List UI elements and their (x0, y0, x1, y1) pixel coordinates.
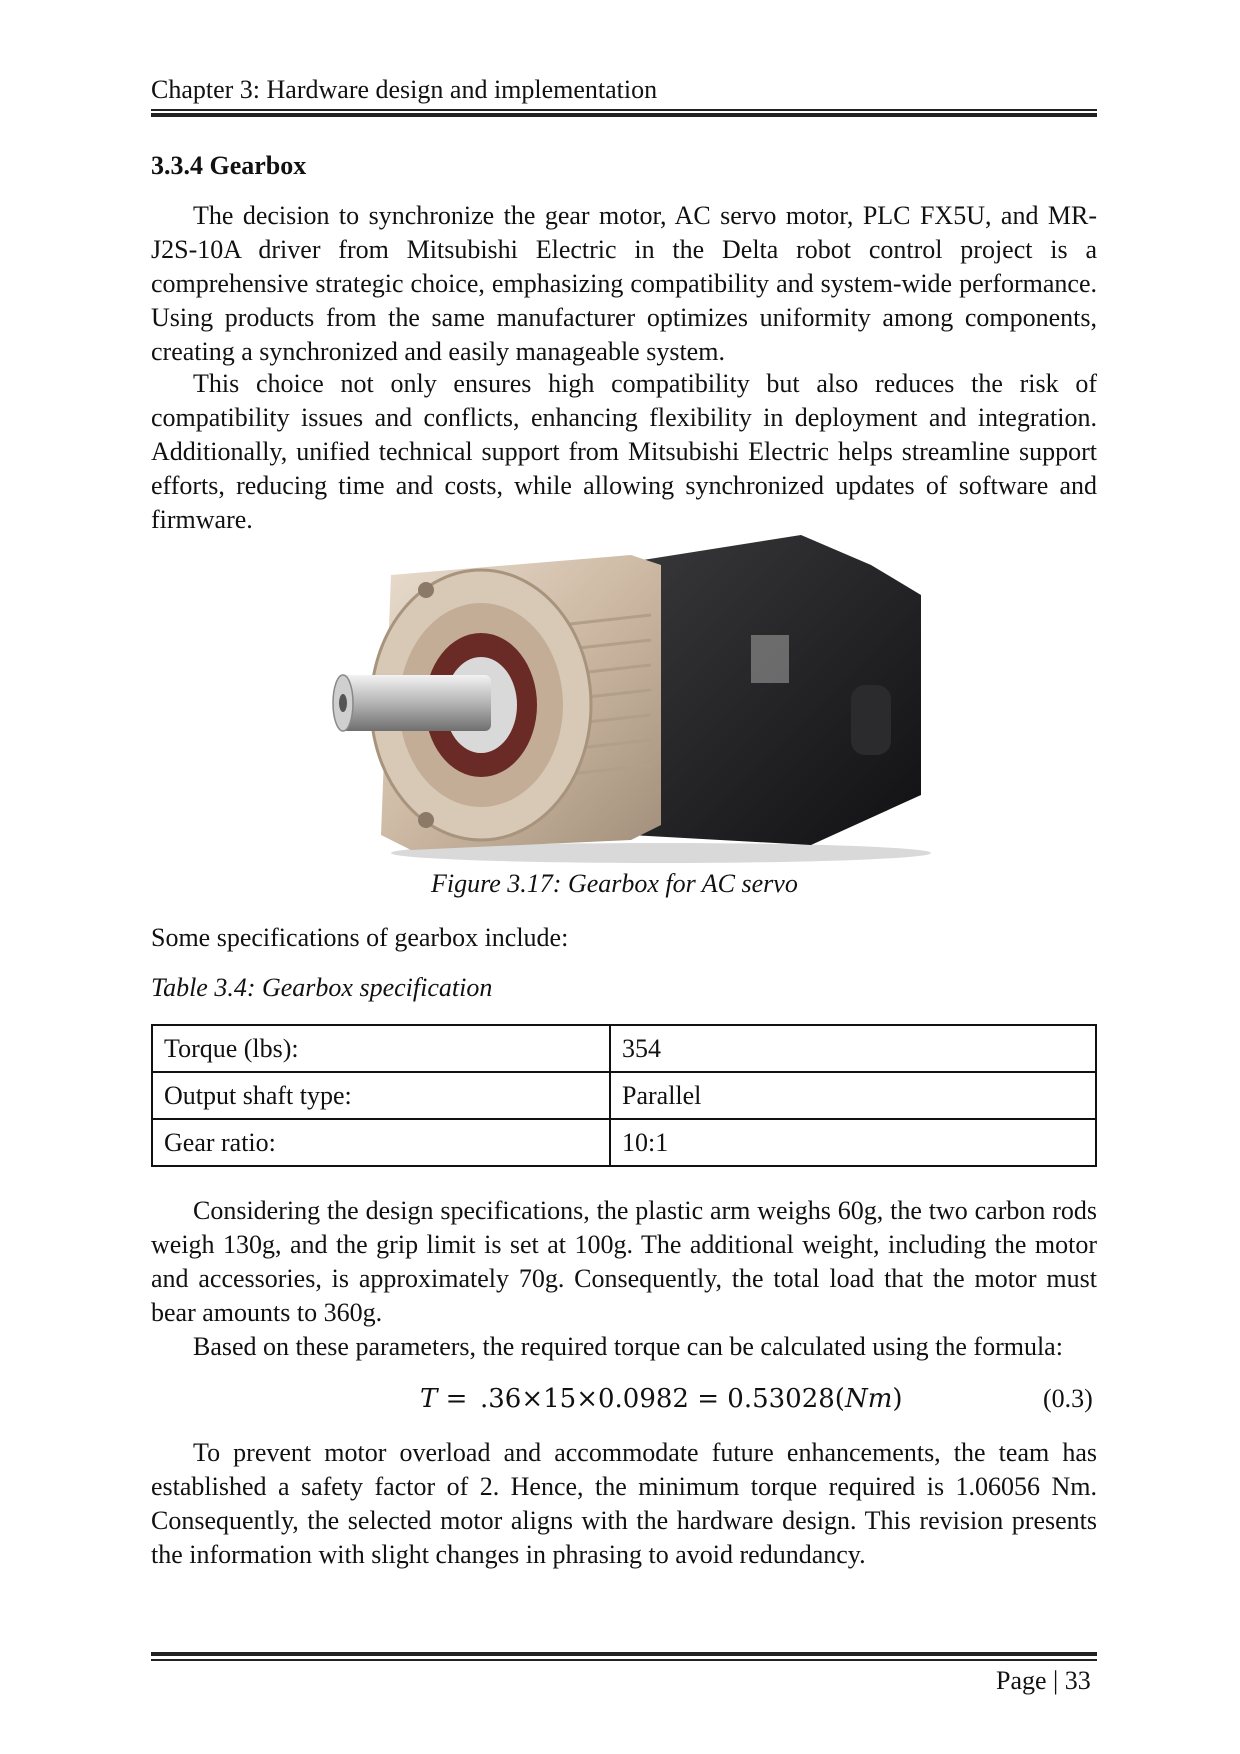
footer-rule-thick (151, 1652, 1097, 1656)
output-shaft (341, 675, 491, 731)
equation-unit: Nm (844, 1384, 893, 1414)
torque-equation (420, 1383, 903, 1415)
paragraph-intro: The decision to synchronize the gear motor, AC servo motor, PLC FX5U, and MR-J2S-10A driver from Mitsubishi Electric in the Delta robot control project is a comprehensive strategic choice, emphasizing compatibility and system-wide performance. Using products from the same manufacturer optimizes uniformity among components, creating a synchronized and easily manageable system. (151, 201, 1097, 366)
table-cell-value: Parallel (610, 1072, 1096, 1119)
paragraph-compatibility: This choice not only ensures high compatibility but also reduces the risk of compatibility issues and conflicts, enhancing flexibility in deployment and integration. Additionally, unified technical support from Mitsubishi Electric helps streamline support efforts, reducing time and costs, while allowing synchronized updates of software and firmware. (151, 369, 1097, 534)
equation-rhs: = .36×15×0.0982 = 0.53028( (437, 1384, 845, 1414)
table-row (152, 1072, 1096, 1119)
table-row (152, 1025, 1096, 1072)
equation-close: ) (892, 1384, 903, 1414)
table-cell-value: 354 (610, 1025, 1096, 1072)
figure-caption: Figure 3.17: Gearbox for AC servo (431, 869, 798, 898)
running-header: Chapter 3: Hardware design and implementation (151, 75, 658, 104)
table-row (152, 1119, 1096, 1166)
gearbox-figure (331, 535, 941, 865)
header-rule-thick (151, 113, 1097, 117)
paragraph-spec-intro: Some specifications of gearbox include: (151, 923, 569, 952)
paragraph-formula-intro: Based on these parameters, the required torque can be calculated using the formula: (193, 1332, 1063, 1361)
table-cell-label: Output shaft type: (152, 1072, 610, 1119)
gearbox-spec-table (151, 1024, 1097, 1167)
paragraph-load: Considering the design specifications, the plastic arm weighs 60g, the two carbon rods weigh 130g, and the grip limit is set at 100g. The additional weight, including the motor and accessories, is approximately 70g. Consequently, the total load that the motor must bear amounts to 360g. (151, 1196, 1097, 1327)
equation-lhs: T (420, 1384, 438, 1414)
table-cell-label: Torque (lbs): (152, 1025, 610, 1072)
footer-rule-thin (151, 1659, 1097, 1661)
paragraph-safety-factor: To prevent motor overload and accommodate future enhancements, the team has established a safety factor of 2. Hence, the minimum torque required is 1.06056 Nm. Consequently, the selected motor aligns with the hardware design. This revision presents the information with slight changes in phrasing to avoid redundancy. (151, 1438, 1097, 1569)
page-number: Page | 33 (996, 1666, 1091, 1695)
header-rule-thin (151, 109, 1097, 111)
table-cell-value: 10:1 (610, 1119, 1096, 1166)
equation-number: (0.3) (1043, 1384, 1093, 1413)
table-cell-label: Gear ratio: (152, 1119, 610, 1166)
gearbox-illustration (331, 535, 941, 865)
section-heading: 3.3.4 Gearbox (151, 151, 307, 180)
table-caption: Table 3.4: Gearbox specification (151, 973, 493, 1002)
